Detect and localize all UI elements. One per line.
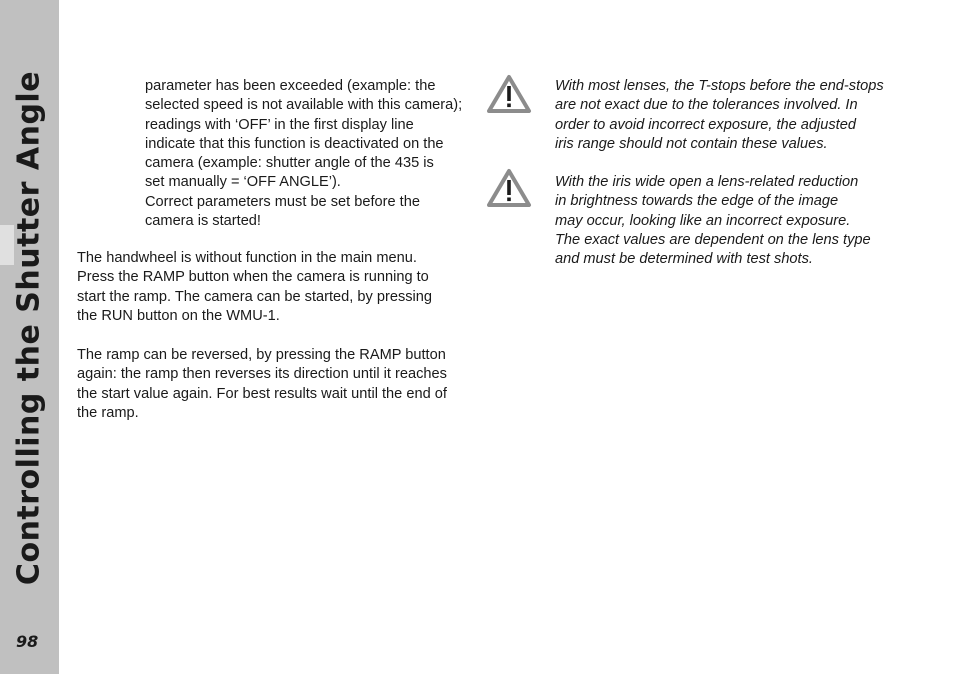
text-line: again: the ramp then reverses its direction until it reaches: [77, 366, 447, 383]
text-line: The handwheel is without function in the main menu.: [77, 250, 417, 266]
text-line: Correct parameters must be set before the: [145, 193, 420, 210]
page-number: 98: [16, 632, 39, 651]
text-line: the start value again. For best results wait until the end of: [77, 385, 447, 402]
text-line: With the iris wide open a lens-related reduction: [555, 174, 859, 190]
sidebar: [0, 0, 59, 674]
lens-tstop-note: [555, 77, 885, 154]
text-line: may occur, looking like an incorrect exposure.: [555, 212, 851, 229]
ramp-paragraph: [77, 346, 472, 423]
text-line: With most lenses, the T-stops before the end-stops: [555, 78, 884, 94]
text-line: start the ramp. The camera can be started, by pressing: [77, 288, 433, 305]
text-line: the RUN button on the WMU-1.: [77, 307, 280, 324]
iris-brightness-note: [555, 173, 885, 269]
indented-paragraph: [145, 77, 475, 231]
text-line: readings with ‘OFF’ in the first display line: [145, 116, 414, 133]
text-line: selected speed is not available with this camera);: [145, 97, 463, 114]
text-line: and must be determined with test shots.: [555, 251, 813, 268]
text-line: set manually = ‘OFF ANGLE’).: [145, 174, 341, 191]
text-line: are not exact due to the tolerances involved. In: [555, 97, 858, 114]
text-line: parameter has been exceeded (example: the: [145, 78, 436, 94]
warning-triangle-icon: [485, 167, 533, 209]
text-line: indicate that this function is deactivated on the: [145, 135, 444, 152]
text-line: The exact values are dependent on the lens type: [555, 231, 871, 248]
text-line: The ramp can be reversed, by pressing the RAMP button: [77, 347, 446, 363]
section-title: Controlling the Shutter Angle: [11, 70, 47, 586]
text-line: Press the RAMP button when the camera is running to: [77, 269, 429, 286]
text-line: in brightness towards the edge of the image: [555, 193, 839, 210]
warning-triangle-icon: [485, 73, 533, 115]
text-line: the ramp.: [77, 404, 139, 421]
text-line: camera (example: shutter angle of the 435 is: [145, 155, 434, 172]
text-line: camera is started!: [145, 213, 261, 230]
handwheel-paragraph: [77, 249, 472, 326]
text-line: order to avoid incorrect exposure, the adjusted: [555, 116, 856, 133]
text-line: iris range should not contain these values.: [555, 135, 828, 152]
